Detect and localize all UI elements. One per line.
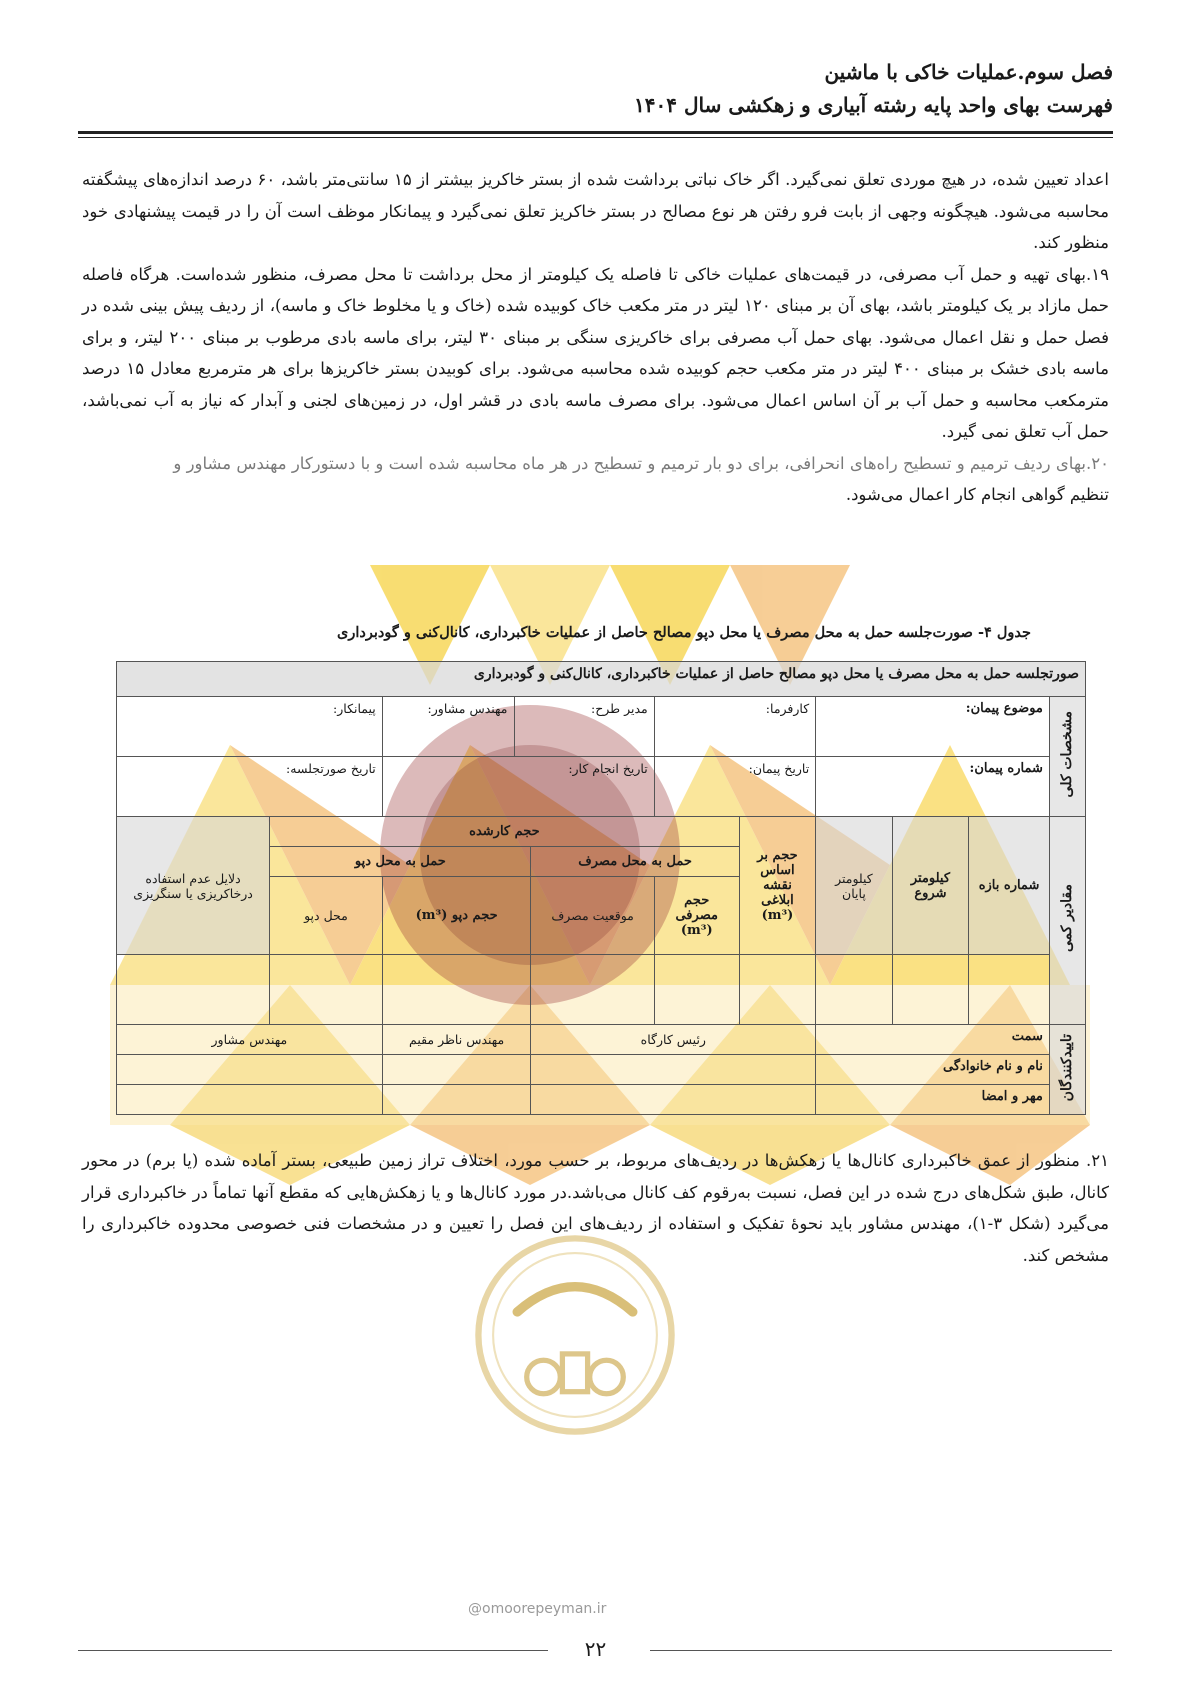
data-cell-end-km[interactable]	[816, 955, 892, 1025]
publisher-logo	[470, 1230, 680, 1440]
paragraph-21: ۲۱. منظور از عمق خاکبرداری کانال‌ها یا زهکش‌ها در ردیف‌های مربوط، بر حسب مورد، اختلاف تراز زمین طبیعی، بستر آماده شده (یا برم) در محور کانال، طبق شکل‌های درج شده در این فصل، نسبت به‌رقوم کف کانال می‌باشد.در مورد کانال‌ها و یا زهکش‌هایی که مقطع آنها تماماً در خاکبرداری قرار می‌گیرد (شکل ۳-۱)، مهندس مشاور باید نحوهٔ تفکیک و استفاده از ردیف‌های این فصل را تعیین و در مشخصات فنی خصوصی محدوده خاکبرداری را مشخص کند.	[82, 1151, 1109, 1265]
contract-subject-cell: موضوع پیمان:	[816, 697, 1050, 757]
header-rule-thin	[78, 137, 1113, 138]
seal-resident-engineer-cell[interactable]	[382, 1085, 531, 1115]
contract-date-cell: تاریخ پیمان:	[654, 757, 815, 817]
haul-to-use-header: حمل به محل مصرف	[531, 847, 739, 877]
side-general: مشخصات کلی	[1049, 697, 1085, 817]
data-cell-depot-location[interactable]	[270, 955, 383, 1025]
paragraph-19: ۱۹.بهای تهیه و حمل آب مصرفی، در قیمت‌های عملیات خاکی تا فاصله یک کیلومتر از محل برداشت تا محل مصرف، منظور شده‌است. هرگاه فاصله حمل مازاد بر یک کیلومتر باشد، بهای آن بر مبنای ۱۲۰ لیتر در متر مکعب خاک کوبیده شده (خاک و یا مخلوط خاک و ماسه)، از ردیف پیش بینی شده در فصل حمل و نقل اعمال می‌شود. بهای حمل آب مصرفی برای خاکریزی سنگی بر مبنای ۳۰ لیتر، برای ماسه بادی مرطوب بر مبنای ۲۰۰ لیتر، و برای ماسه بادی خشک بر مبنای ۴۰۰ لیتر در متر مکعب حجم کوبیده شده محاسبه می‌شود. برای کوبیدن بستر خاکریزها برای هر مترمربع معادل ۱۵ درصد مترمکعب محاسبه و حمل آب بر آن اساس اعمال می‌شود. برای مصرف ماسه بادی در قشر اول، در زمین‌های لجنی و آبدار که نیاز به آب نمی‌باشد، حمل آب تعلق نمی گیرد.	[82, 264, 1110, 441]
website-watermark: @omoorepeyman.ir	[468, 1601, 607, 1617]
resident-engineer-header: مهندس ناظر مقیم	[382, 1025, 531, 1055]
work-date-cell: تاریخ انجام کار:	[382, 757, 654, 817]
data-cell-start-km[interactable]	[892, 955, 968, 1025]
minutes-date-cell: تاریخ صورتجلسه:	[117, 757, 383, 817]
data-cell-depot-volume[interactable]	[382, 955, 531, 1025]
reasons-header: دلایل عدم استفاده درخاکریزی یا سنگریزی	[117, 817, 270, 955]
page-header	[78, 56, 1113, 122]
design-manager-cell: مدیر طرح:	[514, 697, 654, 757]
use-location-header: موقعیت مصرف	[531, 877, 654, 955]
data-cell-interval[interactable]	[969, 955, 1050, 1025]
position-row-label: سمت	[816, 1025, 1050, 1055]
consultant-header: مهندس مشاور	[117, 1025, 383, 1055]
page-number: ۲۲	[584, 1637, 607, 1661]
consultant-cell: مهندس مشاور:	[382, 697, 514, 757]
name-site-chief-cell[interactable]	[531, 1055, 816, 1085]
name-resident-engineer-cell[interactable]	[382, 1055, 531, 1085]
seal-consultant-cell[interactable]	[117, 1085, 383, 1115]
document-title: فهرست بهای واحد پایه رشته آبیاری و زهکشی سال ۱۴۰۴	[634, 93, 1113, 117]
side-approvers: تاییدکنندگان	[1049, 1025, 1085, 1115]
paragraph-1: اعداد تعیین شده، در هیچ موردی تعلق نمی‌گیرد. اگر خاک نباتی برداشت شده از بستر خاکریز بیشتر از ۱۵ سانتی‌متر باشد، ۶۰ درصد اندازه‌های پیشگفته محاسبه می‌شود. هیچگونه وجهی از بابت فرو رفتن هر نوع مصالح در بستر خاکریز تعلق نمی‌گیرد و پیمانکار موظف است آن را در قیمت پیشنهادی خود منظور کند.	[82, 170, 1109, 252]
data-cell-reasons[interactable]	[117, 955, 270, 1025]
start-km-header: کیلومتر شروع	[892, 817, 968, 955]
chapter-title: فصل سوم.عملیات خاکی با ماشین	[824, 60, 1113, 84]
interval-number-header: شماره بازه	[969, 817, 1050, 955]
header-rule-thick	[78, 131, 1113, 134]
depot-location-header: محل دپو	[270, 877, 383, 955]
body-text-top	[82, 164, 1109, 511]
data-cell-consumed-volume[interactable]	[654, 955, 739, 1025]
employer-cell: کارفرما:	[654, 697, 815, 757]
side-quantities: مقادیر کمی	[1049, 817, 1085, 1025]
data-cell-use-location[interactable]	[531, 955, 654, 1025]
seal-row-label: مهر و امضا	[816, 1085, 1050, 1115]
seal-site-chief-cell[interactable]	[531, 1085, 816, 1115]
paragraph-20-line1: ۲۰.بهای ردیف ترمیم و تسطیح راه‌های انحرافی، برای دو بار ترمیم و تسطیح در هر ماه محاسبه شده است و با دستورکار مهندس مشاور و	[173, 453, 1109, 473]
end-km-header: کیلومتر پایان	[816, 817, 892, 955]
name-row-label: نام و نام خانوادگی	[816, 1055, 1050, 1085]
table-caption: جدول ۴- صورت‌جلسه حمل به محل مصرف یا محل دپو مصالح حاصل از عملیات خاکبرداری، کانال‌کنی و گودبرداری	[337, 624, 1031, 641]
depot-volume-header: حجم دپو (m³)	[382, 877, 531, 955]
map-volume-header: حجم بر اساس نقشه ابلاغی (m³)	[739, 817, 815, 955]
paragraph-20-line2: تنظیم گواهی انجام کار اعمال می‌شود.	[845, 485, 1109, 504]
work-volume-header: حجم کارشده	[270, 817, 740, 847]
contract-number-cell: شماره پیمان:	[816, 757, 1050, 817]
data-cell-map-volume[interactable]	[739, 955, 815, 1025]
table-title: صورتجلسه حمل به محل مصرف یا محل دپو مصالح حاصل از عملیات خاکبرداری، کانال‌کنی و گودبرداری	[117, 662, 1086, 697]
haul-to-depot-header: حمل به محل دپو	[270, 847, 531, 877]
consumed-volume-header: حجم مصرفی (m³)	[654, 877, 739, 955]
name-consultant-cell[interactable]	[117, 1055, 383, 1085]
site-chief-header: رئیس کارگاه	[531, 1025, 816, 1055]
contractor-cell: پیمانکار:	[117, 697, 383, 757]
haul-minutes-table	[116, 661, 1086, 1115]
